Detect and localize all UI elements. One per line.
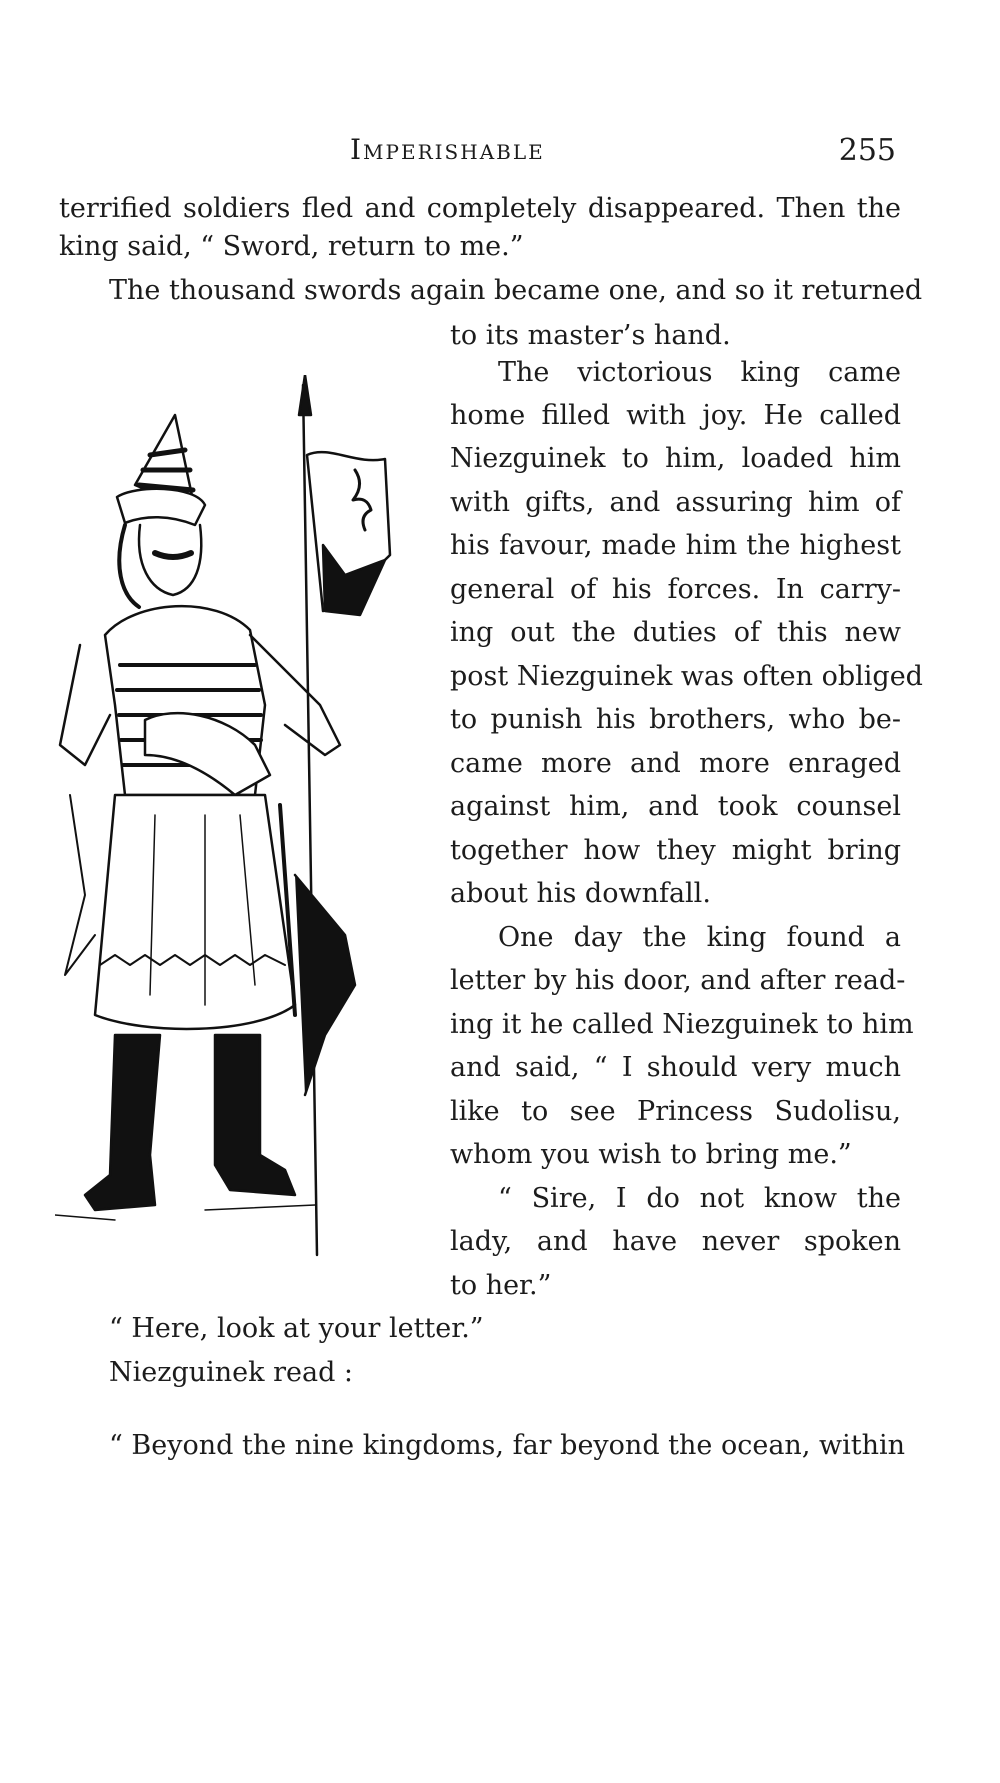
text-line: “ Here, look at your letter.” <box>109 1313 484 1344</box>
text-line: general of his forces. In carry- <box>450 574 901 605</box>
knight-illustration <box>55 375 405 1275</box>
text-line: Niezguinek to him, loaded him <box>450 443 901 474</box>
text-line: post Niezguinek was often obliged <box>450 661 923 692</box>
text-line: came more and more enraged <box>450 748 901 779</box>
text-line: home filled with joy. He called <box>450 400 901 431</box>
text-line: king said, “ Sword, return to me.” <box>59 231 524 262</box>
knight-with-banner-icon <box>55 375 405 1275</box>
text-line: together how they might bring <box>450 835 901 866</box>
text-line: terrified soldiers fled and completely disappeared. Then the <box>59 193 901 224</box>
text-line: ing it he called Niezguinek to him <box>450 1009 914 1040</box>
text-line: to her.” <box>450 1270 552 1301</box>
text-line: like to see Princess Sudolisu, <box>450 1096 901 1127</box>
page-header <box>0 133 1000 173</box>
text-line: ing out the duties of this new <box>450 617 901 648</box>
text-line: to punish his brothers, who be- <box>450 704 901 735</box>
text-line: “ Sire, I do not know the <box>498 1183 901 1214</box>
text-line: to its master’s hand. <box>450 320 731 351</box>
text-line: One day the king found a <box>498 922 901 953</box>
text-line: The victorious king came <box>498 357 901 388</box>
text-line: his favour, made him the highest <box>450 530 901 561</box>
text-line: against him, and took counsel <box>450 791 901 822</box>
text-line: whom you wish to bring me.” <box>450 1139 852 1170</box>
text-line: Niezguinek read : <box>109 1357 354 1388</box>
text-line: lady, and have never spoken <box>450 1226 901 1257</box>
text-line: about his downfall. <box>450 878 711 909</box>
text-line: and said, “ I should very much <box>450 1052 901 1083</box>
text-line: with gifts, and assuring him of <box>450 487 901 518</box>
running-title: Imperishable <box>350 133 545 166</box>
text-line: “ Beyond the nine kingdoms, far beyond the ocean, within <box>109 1430 905 1461</box>
page-number: 255 <box>838 133 896 168</box>
text-line: letter by his door, and after read- <box>450 965 906 996</box>
text-line: The thousand swords again became one, and so it returned <box>109 275 923 306</box>
